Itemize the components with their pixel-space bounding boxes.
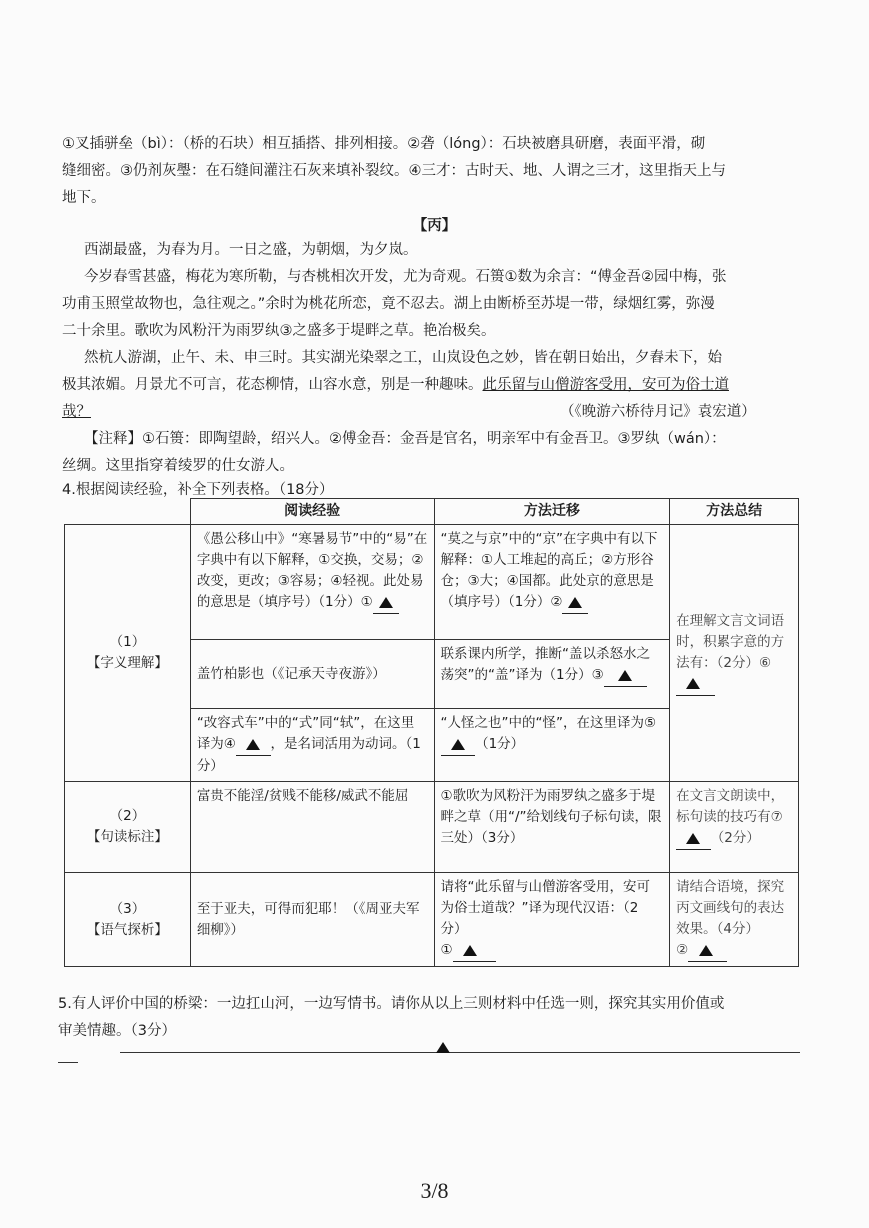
answer-blank[interactable] [688,940,727,962]
answer-blank[interactable] [676,674,715,696]
page-number: 3/8 [420,1178,449,1203]
table-cell [670,873,799,967]
table-row [65,782,799,873]
answer-blank[interactable] [604,665,647,687]
header-reading-experience: 阅读经验 [190,499,434,525]
table-cell [670,782,799,873]
passage-para-2c: 二十余里。歌吹为风粉汗为雨罗纨③之盛多于堤畔之草。艳冶极矣。 [62,323,496,339]
passage-para-2a: 今岁春雪甚盛，梅花为寒所勒，与杏桃相次开发，尤为奇观。石篑①数为余言：“傅金吾②园中梅，张 [84,269,727,285]
triangle-icon [246,739,260,750]
question-5-line-1: 5.有人评价中国的桥梁：一边扛山河，一边写情书。请你从以上三则材料中任选一则，探究其实用价值或 [58,996,725,1012]
note-line-1: ①叉插骈垒（bì）：（桥的石块）相互插搭、排列相接。②砻（lóng）：石块被磨具研磨，表面平滑，砌 [62,136,706,152]
triangle-icon [699,945,713,956]
answer-blank[interactable] [453,940,496,962]
answer-blank[interactable] [236,734,271,756]
triangle-icon [463,945,477,956]
passage-para-1: 西湖最盛，为春为月。一日之盛，为朝烟，为夕岚。 [84,242,418,258]
table-cell [190,709,434,782]
answer-blank[interactable] [441,734,476,756]
passage-text: 极其浓媚。月景尤不可言，花态柳情，山容水意，别是一种趣味。 [62,377,483,393]
answer-line-stub [58,1062,78,1063]
table-corner [65,499,191,525]
row-head-2 [65,782,191,873]
triangle-icon [436,1042,450,1053]
triangle-icon [618,670,632,681]
cell-text: “莫之与京”中的“京”在字典中有以下解释：①人工堆起的高丘；②方形谷仓；③大；④国都。此处京的意思是（填序号）（1分）② [440,531,658,610]
cell-text: （1分） [475,736,525,752]
table-cell: 富贵不能淫/贫贱不能移/威武不能屈 [190,782,434,873]
cell-text: 请将“此乐留与山僧游客受用，安可为俗士道哉？”译为现代汉语：（2分） [440,879,650,937]
passage-para-3b [62,373,729,397]
passage-para-2b: 功甫玉照堂故物也，急往观之。”余时为桃花所恋，竟不忍去。湖上由断桥至苏堤一带，绿烟红雾，弥漫 [62,296,715,312]
passage-note-b: 丝绸。这里指穿着绫罗的仕女游人。 [62,458,294,474]
triangle-icon [568,597,582,608]
triangle-icon [379,597,393,608]
row-number: （3） [109,900,146,917]
answer-blank[interactable] [676,828,711,850]
cell-text: ，是名词活用为动词。（1分） [196,736,421,774]
cell-text: “人怪之也”中的“怪”，在这里译为⑤ [440,715,657,731]
row-number: （1） [109,634,146,650]
passage-para-3a: 然杭人游湖，止午、未、申三时。其实湖光染翠之工，山岚设色之妙，皆在朝日始出，夕舂未下，始 [84,350,722,366]
cell-text: 在理解文言文词语时，积累字意的方法有：（2分）⑥ [676,612,785,671]
table-header-row [65,499,799,525]
cell-text: “改容式车”中的“式”同“轼”，在这里译为④ [196,715,415,752]
triangle-icon [686,833,700,844]
underlined-sentence: 此乐留与山僧游客受用，安可为俗士道 [482,377,729,393]
cell-text: 请结合语境，探究丙文画线句的表达效果。（4分） [676,879,785,937]
header-method-summary: 方法总结 [670,499,799,525]
table-row [65,873,799,967]
row-category: 【字义理解】 [86,655,168,671]
table-cell: 至于亚夫，可得而犯耶！（《周亚夫军细柳》） [190,873,434,967]
table-cell [670,525,799,782]
note-line-2: 缝细密。③仍剂灰璺：在石缝间灌注石灰来填补裂纹。④三才：古时天、地、人谓之三才，这里指天上与 [62,163,726,179]
triangle-icon [686,678,700,689]
row-category: 【句读标注】 [86,829,168,845]
row-category: 【语气探析】 [86,921,168,938]
header-method-transfer: 方法迁移 [434,499,670,525]
note-line-3: 地下。 [62,190,106,206]
row-head-3 [65,873,191,967]
question-5-line-2: 审美情趣。（3分） [58,1023,176,1039]
cell-text: 《愚公移山中》“寒暑易节”中的“易”在字典中有以下解释，①交换，交易；②改变，更改；③容易；④轻视。此处易的意思是（填序号）（1分）① [196,531,428,610]
passage-source: （《晚游六桥待月记》袁宏道） [560,404,756,420]
section-heading-bing: 【丙】 [412,217,457,234]
underlined-sentence-end: 哉？ [62,404,91,420]
table-cell [434,709,670,782]
table-row [65,525,799,640]
table-cell [434,640,670,709]
table-cell: ①歌吹为风粉汗为雨罗纨之盛多于堤畔之草（用“/”给划线句子标句读，限三处）（3分） [434,782,670,873]
reading-method-table [64,498,799,967]
row-head-1 [65,525,191,782]
question-4-title: 4.根据阅读经验，补全下列表格。（18分） [62,482,334,498]
table-cell: 盖竹柏影也（《记承天寺夜游》） [190,640,434,709]
triangle-icon [451,739,465,750]
cell-text: 联系课内所学，推断“盖以杀怒水之荡突”的“盖”译为（1分）③ [440,646,650,683]
answer-blank[interactable] [373,592,399,614]
cell-text: ① [440,942,453,958]
answer-blank[interactable] [562,592,588,614]
table-cell [434,873,670,967]
table-cell [434,525,670,640]
answer-line[interactable] [120,1052,800,1053]
cell-text: （2分） [710,830,760,846]
table-cell [190,525,434,640]
passage-note-a: 【注释】①石篑：即陶望龄，绍兴人。②傅金吾：金吾是官名，明亲军中有金吾卫。③罗纨（wán）： [84,431,726,447]
row-number: （2） [109,808,146,824]
cell-text: 在文言文朗读中，标句读的技巧有⑦ [676,788,785,825]
cell-text: ② [676,942,689,958]
